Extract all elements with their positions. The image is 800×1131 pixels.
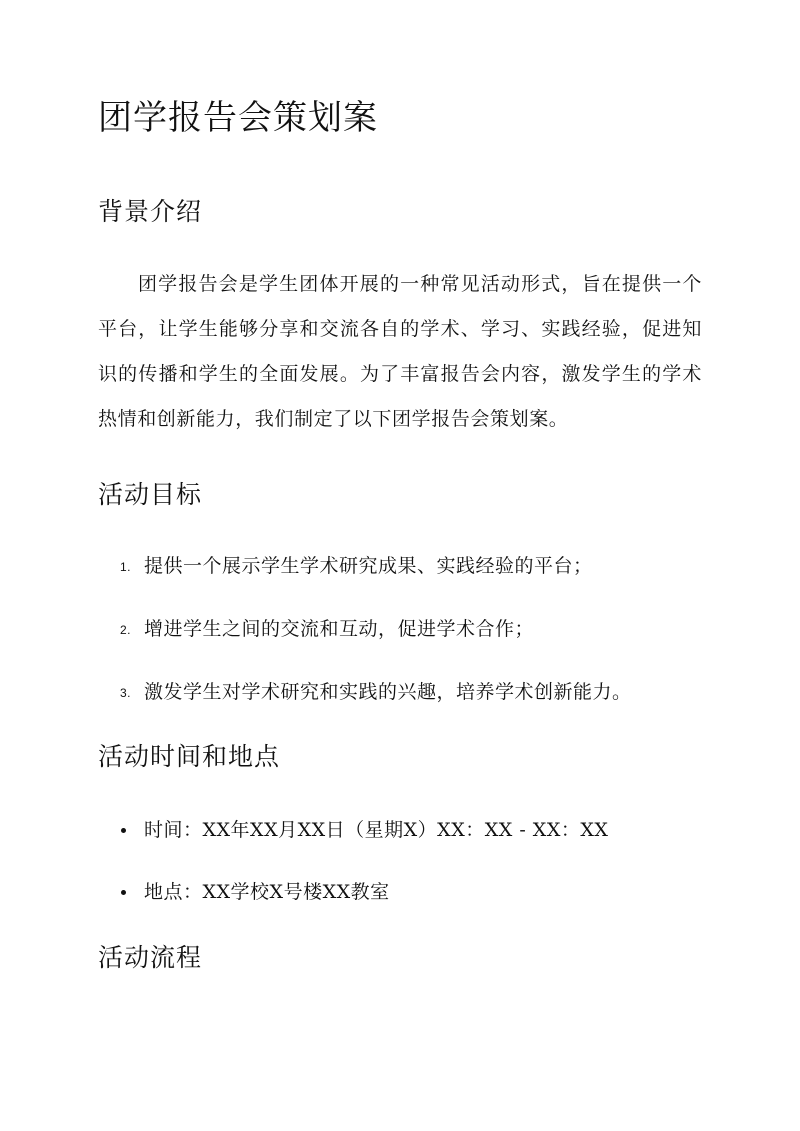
place-text: 地点：XX学校X号楼XX教室 [144, 881, 390, 903]
list-marker: 2. [120, 623, 132, 637]
list-marker: 3. [120, 686, 132, 700]
section-heading-goals: 活动目标 [98, 480, 203, 509]
bullet-icon [121, 890, 126, 895]
section-heading-time-place: 活动时间和地点 [98, 742, 281, 771]
background-paragraph: 团学报告会是学生团体开展的一种常见活动形式，旨在提供一个平台，让学生能够分享和交流各自的学术、学习、实践经验，促进知识的传播和学生的全面发展。为了丰富报告会内容，激发学生的学术热情和创新能力，我们制定了以下团学报告会策划案。 [98, 273, 702, 430]
document-title: 团学报告会策划案 [98, 98, 378, 138]
list-item [98, 678, 754, 706]
time-text: 时间：XX年XX月XX日（星期X）XX：XX - XX：XX [144, 819, 609, 841]
goal-text: 激发学生对学术研究和实践的兴趣，培养学术创新能力。 [144, 681, 632, 703]
list-item [98, 878, 754, 906]
bullet-icon [121, 828, 126, 833]
list-item [98, 552, 754, 580]
list-marker: 1. [120, 560, 132, 574]
goal-text: 提供一个展示学生学术研究成果、实践经验的平台； [144, 555, 593, 577]
list-item [98, 615, 754, 643]
list-item [98, 816, 754, 844]
goal-text: 增进学生之间的交流和互动，促进学术合作； [144, 618, 535, 640]
section-heading-background: 背景介绍 [98, 197, 203, 226]
section-heading-process: 活动流程 [98, 943, 203, 972]
